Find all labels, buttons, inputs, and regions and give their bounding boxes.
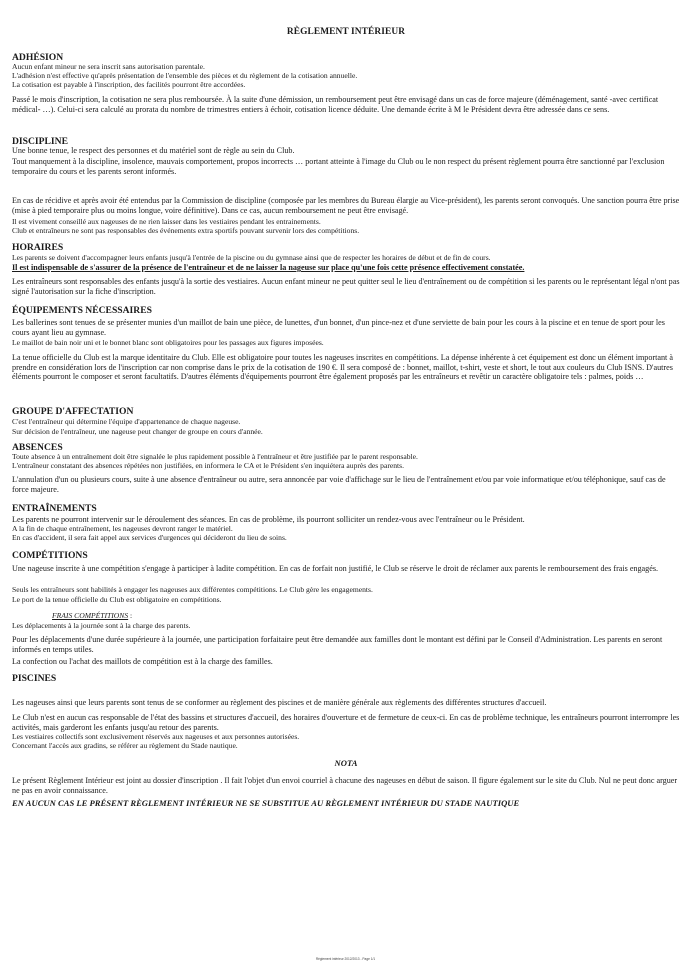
piscines-line-3: Les vestiaires collectifs sont exclusivement réservés aux nageuses et aux personnes autorisées. bbox=[12, 732, 300, 741]
competitions-line-5: Pour les déplacements d'une durée supérieure à la journée, une participation forfaitaire peut être demandée aux familles dont le montant est défini par le Conseil d'Administration. Les parents en seront informés en temps utiles. bbox=[12, 635, 663, 654]
competitions-line-3: Le port de la tenue officielle du Club est obligatoire en compétitions. bbox=[12, 595, 222, 604]
piscines-line-2: Le Club n'est en aucun cas responsable de l'état des bassins et structures d'accueil, des horaires d'ouverture et de fermeture de ceux-ci. En cas de problème technique, les entraîneurs pourront interrompre les activités, mais garderont les enfants jusqu'au retour des parents. bbox=[12, 713, 680, 732]
discipline-line-1: Une bonne tenue, le respect des personnes et du matériel sont de règle au sein du Club. bbox=[12, 146, 295, 155]
horaires-heading: HORAIRES bbox=[12, 242, 64, 253]
piscines-line-1: Les nageuses ainsi que leurs parents sont tenus de se conformer au règlement des piscines et de manière générale aux règlements des différentes structures d'accueil. bbox=[12, 698, 547, 707]
horaires-line-3: Les entraîneurs sont responsables des enfants jusqu'à la sortie des vestiaires. Aucun enfant mineur ne peut quitter seul le lieu d'entraînement ou de compétition si les parents ou le représentant légal n'ont pas signé l'autorisation sur la fiche d'inscription. bbox=[12, 277, 680, 296]
discipline-line-4: Il est vivement conseillé aux nageuses de ne rien laisser dans les vestiaires pendant les entrainements. bbox=[12, 217, 321, 226]
frais-competitions-label: FRAIS COMPÉTITIONS bbox=[52, 611, 129, 620]
groupe-line-1: C'est l'entraîneur qui détermine l'équipe d'appartenance de chaque nageuse. bbox=[12, 417, 241, 426]
adhesion-line-3: La cotisation est payable à l'inscription, des facilités pourront être accordées. bbox=[12, 80, 246, 89]
adhesion-heading: ADHÉSION bbox=[12, 52, 64, 63]
entrainements-line-2: A la fin de chaque entraînement, les nageuses devront ranger le matériel. bbox=[12, 524, 233, 533]
discipline-line-5: Club et entraîneurs ne sont pas responsables des événements extra sportifs pouvant survenir lors des compétitions. bbox=[12, 226, 360, 235]
equipements-line-1: Les ballerines sont tenues de se présenter munies d'un maillot de bain une pièce, de lunettes, d'un bonnet, d'un pince-nez et d'une serviette de bain pour les cours à la piscine et en tenue de sport pour les cours ayant lieu au gymnase. bbox=[12, 318, 665, 337]
competitions-line-6: La confection ou l'achat des maillots de compétition est à la charge des familles. bbox=[12, 657, 273, 666]
page-footer: Règlement intérieur 2012/2013 - Page 1/1 bbox=[315, 957, 376, 961]
discipline-line-2: Tout manquement à la discipline, insolence, mauvais comportement, propos incorrects … portant atteinte à l'image du Club ou le non respect du présent règlement pourra être sanctionné par l'exclusion temporaire du cours et les parents seront informés. bbox=[12, 157, 665, 176]
discipline-heading: DISCIPLINE bbox=[12, 136, 68, 147]
absences-line-1: Toute absence à un entraînement doit être signalée le plus rapidement possible à l'entraîneur et être justifiée par le parent responsable. bbox=[12, 452, 418, 461]
entrainements-line-3: En cas d'accident, il sera fait appel aux services d'urgences qui décideront du lieu de soins. bbox=[12, 533, 287, 542]
competitions-line-4: Les déplacements à la journée sont à la charge des parents. bbox=[12, 621, 191, 630]
adhesion-line-2: L'adhésion n'est effective qu'après présentation de l'ensemble des pièces et du règlement de la cotisation annuelle. bbox=[12, 71, 358, 80]
adhesion-line-4: Passé le mois d'inscription, la cotisation ne sera plus remboursée. À la suite d'une démission, un remboursement peut être envisagé dans un cas de force majeure (déménagement, santé -avec certificat médical- …). Celui-ci sera calculé au prorata du nombre de trimestres entiers à échoir, cotisation licence déduite. Une demande écrite à M le Président devra être adressée dans ce sens. bbox=[12, 95, 659, 114]
piscines-line-4: Concernant l'accès aux gradins, se référer au règlement du Stade nautique. bbox=[12, 741, 238, 750]
competitions-line-2: Seuls les entraîneurs sont habilités à engager les nageuses aux différentes compétitions. Le Club gère les engagements. bbox=[12, 585, 373, 594]
frais-competitions-heading bbox=[52, 612, 680, 621]
groupe-heading: GROUPE D'AFFECTATION bbox=[12, 406, 134, 417]
competitions-line-1: Une nageuse inscrite à une compétition s'engage à participer à ladite compétition. En cas de forfait non justifié, le Club se réserve le droit de réclamer aux parents le remboursement des frais engagés. bbox=[12, 564, 659, 573]
equipements-line-2: Le maillot de bain noir uni et le bonnet blanc sont obligatoires pour les passages aux figures imposées. bbox=[12, 338, 324, 347]
horaires-line-1: Les parents se doivent d'accompagner leurs enfants jusqu'à l'entrée de la piscine ou du gymnase ainsi que de respecter les horaires de début et de fin de cours. bbox=[12, 253, 491, 262]
document-title: RÈGLEMENT INTÉRIEUR bbox=[286, 27, 406, 37]
discipline-line-3: En cas de récidive et après avoir été entendus par la Commission de discipline (composée par les membres du Bureau élargie au Vice-président), les parents seront convoqués. Une sanction pourra être prise (mise à pied temporaire plus ou moins longue, voire définitive). Dans ce cas, aucun remboursement ne peut être envisagé. bbox=[12, 196, 680, 215]
absences-line-3: L'annulation d'un ou plusieurs cours, suite à une absence d'entraîneur ou autre, sera annoncée par voie d'affichage sur le lieu de l'entraînement et/ou par voie informatique et/ou téléphonique, sauf cas de force majeure. bbox=[12, 475, 666, 494]
competitions-heading: COMPÉTITIONS bbox=[12, 550, 88, 561]
frais-competitions-colon: : bbox=[128, 611, 133, 620]
entrainements-heading: ENTRAÎNEMENTS bbox=[12, 503, 97, 514]
groupe-line-2: Sur décision de l'entraîneur, une nageuse peut changer de groupe en cours d'année. bbox=[12, 427, 263, 436]
entrainements-line-1: Les parents ne pourront intervenir sur le déroulement des séances. En cas de problème, ils pourront solliciter un rendez-vous avec l'entraîneur ou le Président. bbox=[12, 515, 525, 524]
nota-line-1: Le présent Règlement Intérieur est joint au dossier d'inscription . Il fait l'objet d'un envoi courriel à chacune des nageuses en début de saison. Il figure également sur le site du Club. Nul ne peut donc arguer ne pas en avoir connaissance. bbox=[12, 776, 678, 795]
nota-heading: NOTA bbox=[334, 758, 358, 768]
absences-heading: ABSENCES bbox=[12, 442, 63, 453]
horaires-line-2: Il est indispensable de s'assurer de la présence de l'entraîneur et de ne laisser la nageuse sur place qu'une fois cette présence effectivement constatée. bbox=[12, 263, 525, 272]
piscines-heading: PISCINES bbox=[12, 673, 57, 684]
equipements-line-3: La tenue officielle du Club est la marque identitaire du Club. Elle est obligatoire pour toutes les nageuses inscrites en compétitions. La dépense inhérente à cet équipement est donc un élément important à prendre en considération lors de l'inscription car non comprise dans le prix de la cotisation de 190 €. Il sera composé de : bonnet, maillot, t-shirt, veste et short, le tout aux couleurs du Club ISNS. D'autres éléments pourront le composer et seront facultatifs. D'autres éléments d'équipements pourront être également proposés par les entraîneurs et revêtir un caractère obligatoire tels : palmes, poids … bbox=[12, 353, 673, 382]
adhesion-line-1: Aucun enfant mineur ne sera inscrit sans autorisation parentale. bbox=[12, 62, 205, 71]
absences-line-2: L'entraîneur constatant des absences répétées non justifiées, en informera le CA et le Président s'en inquiétera auprès des parents. bbox=[12, 461, 404, 470]
nota-line-2: EN AUCUN CAS LE PRÉSENT RÈGLEMENT INTÉRIEUR NE SE SUBSTITUE AU RÈGLEMENT INTÉRIEUR DU STADE NAUTIQUE bbox=[12, 798, 520, 808]
equipements-heading: ÉQUIPEMENTS NÉCESSAIRES bbox=[12, 305, 152, 316]
